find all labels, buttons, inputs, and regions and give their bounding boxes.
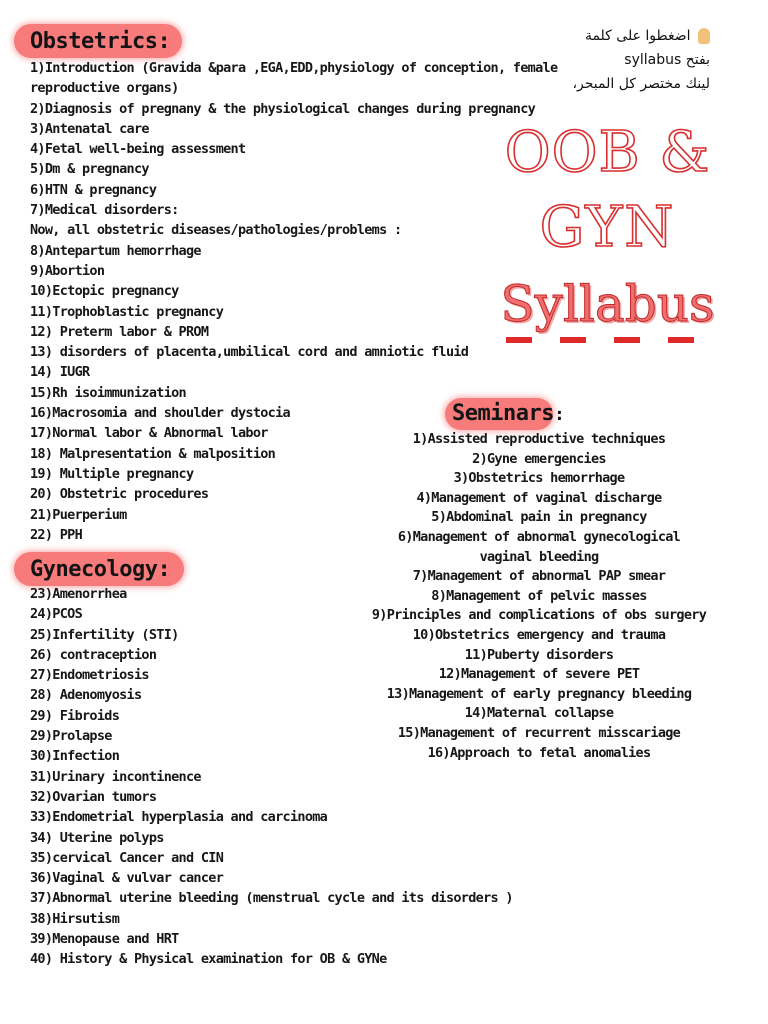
gynecology-item: 37)Abnormal uterine bleeding (menstrual cycle and its disorders ) [30, 890, 513, 907]
seminars-heading-text: Seminars [452, 401, 554, 426]
seminar-item: 16)Approach to fetal anomalies [427, 744, 651, 761]
obstetrics-item: 21)Puerperium [30, 506, 127, 523]
obstetrics-item: 4)Fetal well-being assessment [30, 141, 246, 158]
gynecology-item: 28) Adenomyosis [30, 687, 142, 704]
seminar-item: 14)Maternal collapse [464, 705, 614, 722]
title-underline-dash [560, 337, 586, 343]
seminar-item: 9)Principles and complications of obs surgery [371, 607, 707, 624]
obstetrics-item: 8)Antepartum hemorrhage [30, 242, 201, 259]
seminar-item: 3)Obstetrics hemorrhage [453, 470, 625, 487]
arabic-note-line2: syllabus بفتح [624, 52, 710, 68]
obstetrics-item: 6)HTN & pregnancy [30, 181, 157, 198]
seminar-item: 11)Puberty disorders [464, 646, 614, 663]
obstetrics-item: Now, all obstetric diseases/pathologies/problems : [30, 222, 402, 239]
seminar-item: 8)Management of pelvic masses [431, 587, 647, 604]
obstetrics-item: 10)Ectopic pregnancy [30, 283, 179, 300]
obstetrics-item: 16)Macrosomia and shoulder dystocia [30, 405, 290, 422]
gynecology-item: 31)Urinary incontinence [30, 768, 201, 785]
gynecology-item: 29) Fibroids [30, 707, 120, 724]
obstetrics-item: reproductive organs) [30, 80, 179, 97]
gynecology-item: 36)Vaginal & vulvar cancer [30, 870, 224, 887]
seminar-item: 2)Gyne emergencies [472, 450, 606, 467]
obstetrics-item: 3)Antenatal care [30, 120, 149, 137]
gynecology-item: 40) History & Physical examination for OB & GYNe [30, 951, 387, 968]
obstetrics-item: 22) PPH [30, 526, 82, 543]
seminar-item: 12)Management of severe PET [438, 666, 640, 683]
seminar-item: 15)Management of recurrent misscariage [397, 724, 681, 741]
gynecology-item: 32)Ovarian tumors [30, 788, 157, 805]
title-underline-dash [614, 337, 640, 343]
arabic-note-line3: لينك مختصر كل المبحر، [572, 76, 710, 92]
gynecology-item: 34) Uterine polyps [30, 829, 164, 846]
gynecology-item: 26) contraception [30, 646, 157, 663]
arabic-instruction-note [560, 24, 710, 96]
gynecology-item: 27)Endometriosis [30, 667, 149, 684]
obstetrics-item: 14) IUGR [30, 364, 90, 381]
obstetrics-item: 19) Multiple pregnancy [30, 465, 194, 482]
title-line-oob: OOB & [504, 120, 711, 185]
gynecology-item: 38)Hirsutism [30, 910, 120, 927]
gynecology-item: 35)cervical Cancer and CIN [30, 849, 224, 866]
gynecology-item: 29)Prolapse [30, 728, 112, 745]
seminar-item: vaginal bleeding [479, 548, 599, 565]
obstetrics-item: 20) Obstetric procedures [30, 486, 209, 503]
gynecology-item: 30)Infection [30, 748, 120, 765]
obstetrics-item: 13) disorders of placenta,umbilical cord and amniotic fluid [30, 344, 469, 361]
seminars-list [350, 430, 728, 763]
gynecology-item: 39)Menopause and HRT [30, 931, 179, 948]
obstetrics-heading: Obstetrics: [30, 29, 171, 54]
title-syllabus-link[interactable]: Syllabus [500, 275, 715, 333]
obstetrics-item: 1)Introduction (Gravida &para ,EGA,EDD,physiology of conception, female [30, 60, 558, 76]
seminars-heading-colon: : [553, 404, 565, 425]
seminar-item: 1)Assisted reproductive techniques [412, 431, 666, 447]
title-line-gyn: GYN [539, 195, 676, 260]
gynecology-heading: Gynecology: [30, 557, 171, 582]
title-underline-dash [668, 337, 694, 343]
seminar-item: 13)Management of early pregnancy bleeding [386, 685, 692, 702]
seminar-item: 10)Obstetrics emergency and trauma [412, 626, 666, 643]
seminar-item: 7)Management of abnormal PAP smear [412, 568, 666, 585]
obstetrics-item: 17)Normal labor & Abnormal labor [30, 425, 268, 442]
title-underline-dash [506, 337, 532, 343]
obstetrics-item: 2)Diagnosis of pregnany & the physiological changes during pregnancy [30, 100, 536, 117]
obstetrics-item: 18) Malpresentation & malposition [30, 445, 276, 462]
seminar-item: 5)Abdominal pain in pregnancy [431, 509, 647, 526]
obstetrics-item: 5)Dm & pregnancy [30, 161, 149, 178]
obstetrics-item: 11)Trophoblastic pregnancy [30, 303, 224, 320]
obstetrics-item: 7)Medical disorders: [30, 202, 179, 219]
gynecology-item: 23)Amenorrhea [30, 586, 127, 602]
seminar-item: 4)Management of vaginal discharge [416, 489, 662, 506]
pointing-finger-icon [698, 28, 710, 44]
seminar-item: 6)Management of abnormal gynecological [397, 528, 681, 545]
obstetrics-item: 12) Preterm labor & PROM [30, 323, 209, 340]
arabic-note-line1: اضغطوا على كلمة [560, 24, 710, 48]
obstetrics-item: 9)Abortion [30, 262, 105, 279]
gynecology-item: 33)Endometrial hyperplasia and carcinoma [30, 809, 328, 826]
gynecology-item: 24)PCOS [30, 606, 82, 623]
gynecology-item: 25)Infertility (STI) [30, 626, 179, 643]
obstetrics-item: 15)Rh isoimmunization [30, 384, 186, 401]
